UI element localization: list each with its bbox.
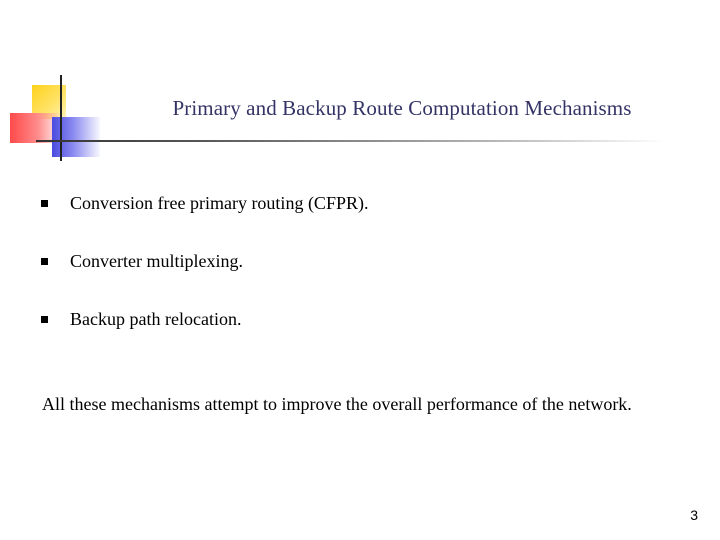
slide-title: Primary and Backup Route Computation Mechanisms <box>172 96 632 120</box>
bullet-item <box>40 190 680 248</box>
square-bullet-icon <box>41 316 48 323</box>
square-bullet-icon <box>41 258 48 265</box>
logo-vertical-line <box>60 75 62 161</box>
overlapping-squares-logo <box>8 75 104 165</box>
bullet-text: Backup path relocation. <box>70 309 242 329</box>
page-number: 3 <box>690 507 698 523</box>
bullet-list <box>40 190 680 364</box>
summary-text: All these mechanisms attempt to improve the overall performance of the network. <box>42 394 632 414</box>
square-bullet-icon <box>41 200 48 207</box>
bullet-text: Converter multiplexing. <box>70 251 243 271</box>
bullet-text: Conversion free primary routing (CFPR). <box>70 193 369 213</box>
bullet-item <box>40 306 680 364</box>
bullet-item <box>40 248 680 306</box>
title-divider <box>36 140 666 142</box>
